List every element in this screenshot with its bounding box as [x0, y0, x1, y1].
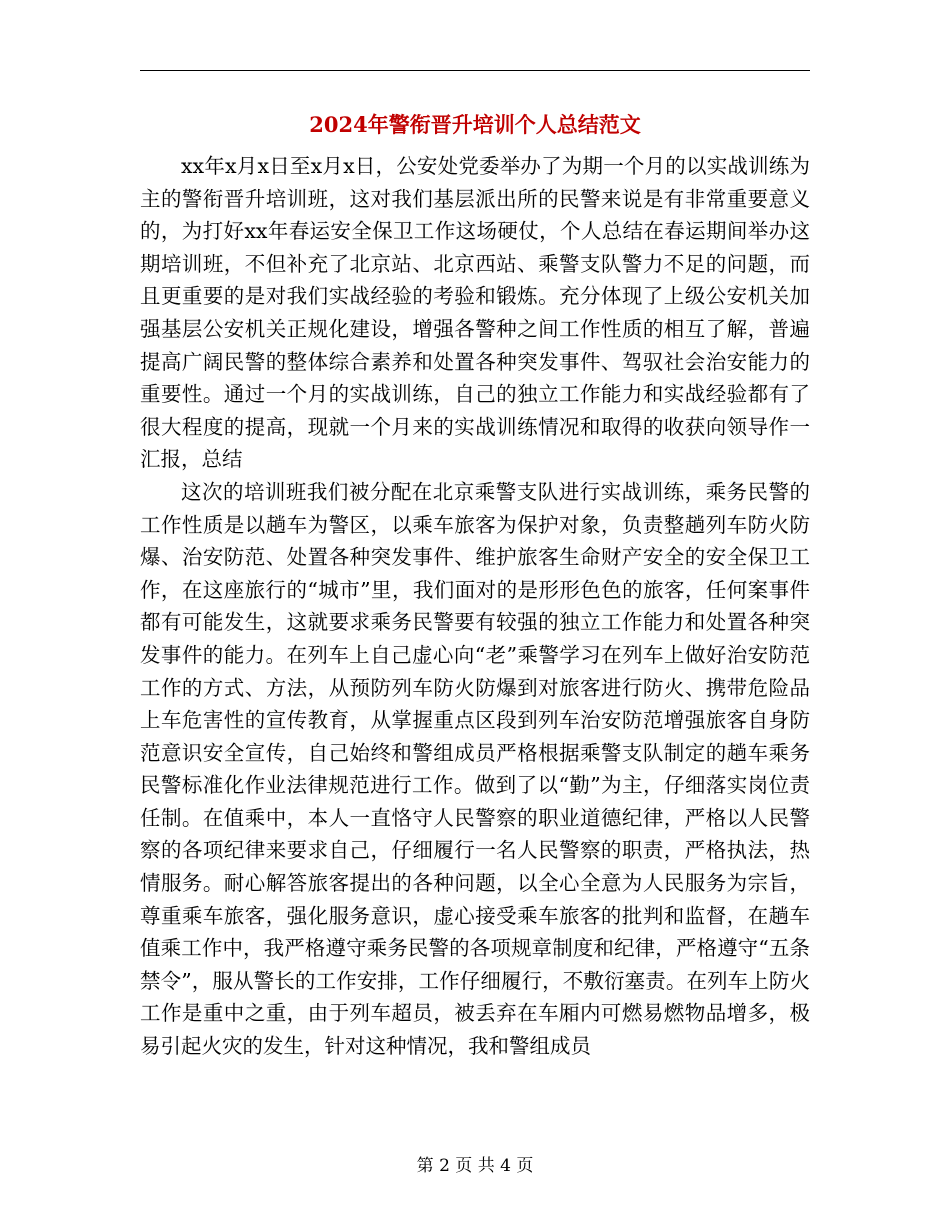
document-title: 2024年警衔晋升培训个人总结范文 — [309, 112, 641, 137]
footer-current-page: 2 — [439, 1156, 450, 1176]
footer-total-pages: 4 — [500, 1156, 511, 1176]
paragraph-1: xx年x月x日至x月x日，公安处党委举办了为期一个月的以实战训练为主的警衔晋升培训班，这对我们基层派出所的民警来说是有非常重要意义的，为打好xx年春运安全保卫工作这场硬仗，个人总结在春运期间举办这期培训班，不但补充了北京站、北京西站、乘警支队警力不足的问题，而且更重要的是对我们实战经验的考验和锻炼。充分体现了上级公安机关加强基层公安机关正规化建设，增强各警种之间工作性质的相互了解，普遍提高广阔民警的整体综合素养和处置各种突发事件、驾驭社会治安能力的重要性。通过一个月的实战训练，自己的独立工作能力和实战经验都有了很大程度的提高，现就一个月来的实战训练情况和取得的收获向领导作一汇报，总结 — [140, 154, 810, 472]
footer-suffix: 页 — [516, 1156, 534, 1176]
header-rule — [140, 70, 810, 71]
paragraph-2: 这次的培训班我们被分配在北京乘警支队进行实战训练，乘务民警的工作性质是以趟车为警区，以乘车旅客为保护对象，负责整趟列车防火防爆、治安防范、处置各种突发事件、维护旅客生命财产安全的安全保卫工作，在这座旅行的“城市”里，我们面对的是形形色色的旅客，任何案事件都有可能发生，这就要求乘务民警要有较强的独立工作能力和处置各种突发事件的能力。在列车上自己虚心向“老”乘警学习在列车上做好治安防范工作的方式、方法，从预防列车防火防爆到对旅客进行防火、携带危险品上车危害性的宣传教育，从掌握重点区段到列车治安防范增强旅客自身防范意识安全宣传，自己始终和警组成员严格根据乘警支队制定的趟车乘务民警标准化作业法律规范进行工作。做到了以“勤”为主，仔细落实岗位责任制。在值乘中，本人一直恪守人民警察的职业道德纪律，严格以人民警察的各项纪律来要求自己，仔细履行一名人民警察的职责，严格执法，热情服务。耐心解答旅客提出的各种问题，以全心全意为人民服务为宗旨，尊重乘车旅客，强化服务意识，虚心接受乘车旅客的批判和监督，在趟车值乘工作中，我严格遵守乘务民警的各项规章制度和纪律，严格遵守“五条禁令”，服从警长的工作安排，工作仔细履行，不敷衍塞责。在列车上防火工作是重中之重，由于列车超员，被丢弃在车厢内可燃易燃物品增多，极易引起火灾的发生，针对这种情况，我和警组成员 — [140, 479, 810, 1059]
page-footer — [0, 1154, 950, 1178]
footer-middle: 页 共 — [455, 1156, 495, 1176]
document-body — [140, 150, 810, 1063]
footer-prefix: 第 — [416, 1156, 434, 1176]
